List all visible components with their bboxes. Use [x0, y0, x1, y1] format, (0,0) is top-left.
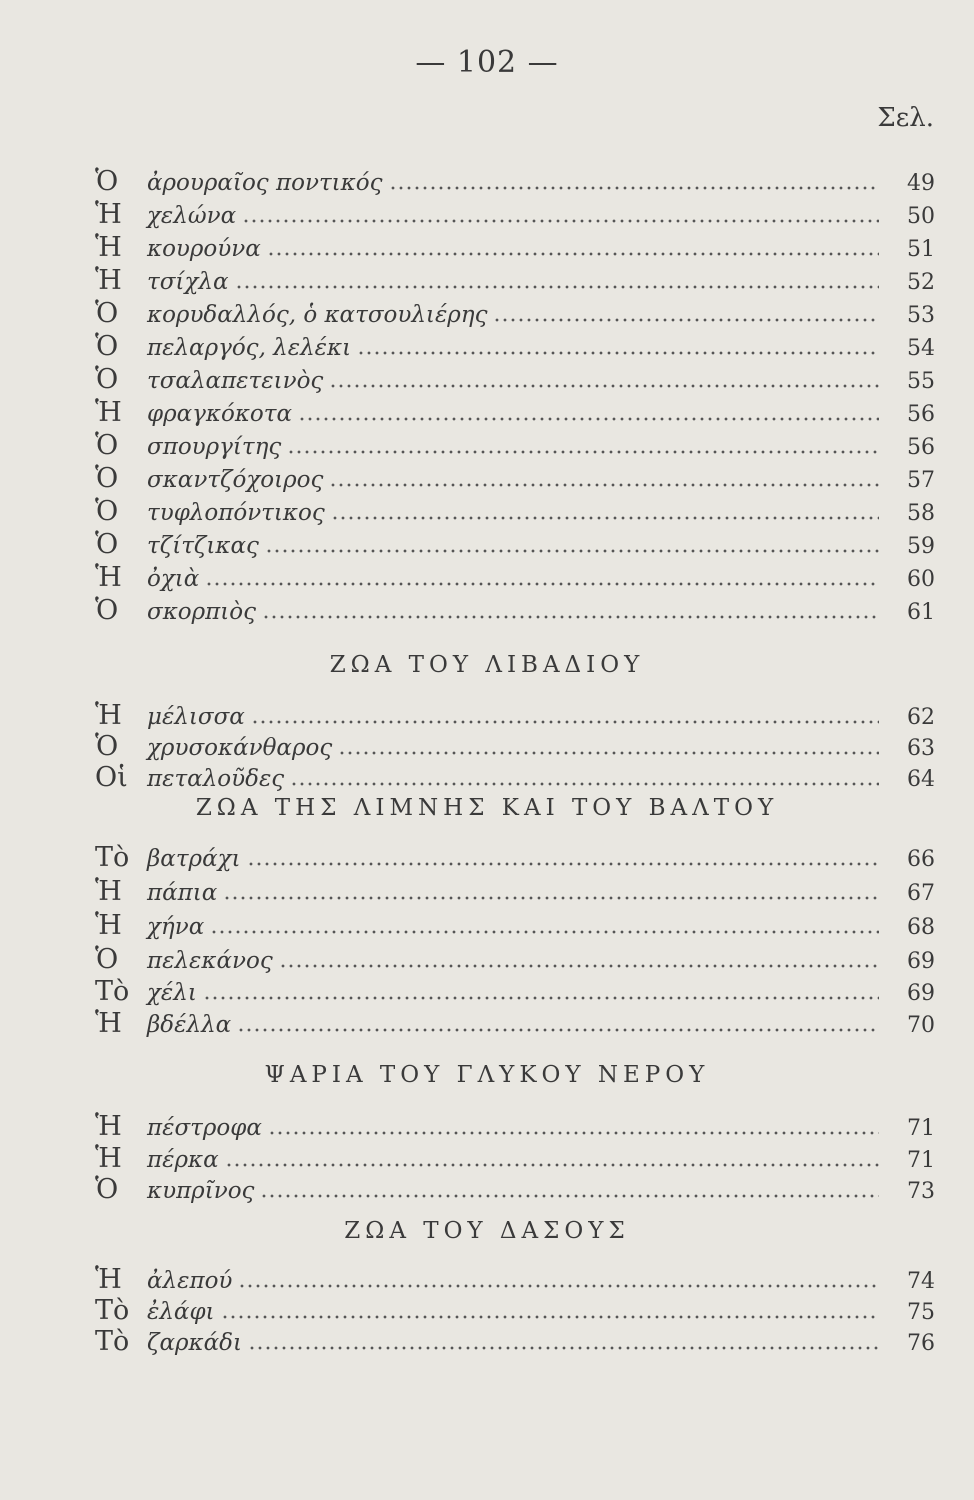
page-number: — 102 —: [415, 45, 559, 80]
entry-page: 55: [907, 369, 935, 394]
entry-page: 64: [907, 767, 935, 792]
article: Ἡ: [95, 397, 122, 428]
entry-name: σκαντζόχοιρος: [147, 467, 324, 493]
entry-page: 59: [907, 534, 935, 559]
leader-dots: [290, 781, 879, 787]
toc-entry: [95, 1008, 935, 1040]
leader-dots: [338, 750, 879, 756]
entry-page: 75: [907, 1300, 935, 1325]
entry-page: 76: [907, 1331, 935, 1356]
article: Τὸ: [95, 1326, 130, 1357]
toc-entry: [95, 364, 935, 396]
entry-page: 49: [907, 171, 935, 196]
entry-page: 56: [907, 435, 935, 460]
leader-dots: [493, 317, 879, 323]
entry-name: κουρούνα: [147, 236, 261, 262]
leader-dots: [247, 861, 879, 867]
toc-entry: [95, 562, 935, 594]
entry-name: πελαργός, λελέκι: [147, 335, 352, 361]
section-heading-forest: ΖΩΑ ΤΟΥ ΔΑΣΟΥΣ: [344, 1218, 630, 1244]
article: Ὁ: [95, 298, 119, 329]
article: Ὁ: [95, 364, 119, 395]
entry-name: τσίχλα: [147, 269, 229, 295]
leader-dots: [265, 548, 879, 554]
toc-entry: [95, 463, 935, 495]
entry-name: ἐλάφι: [147, 1299, 215, 1325]
article: Ὁ: [95, 944, 119, 975]
entry-name: τζίτζικας: [147, 533, 259, 559]
article: Ὁ: [95, 430, 119, 461]
entry-name: χελώνα: [147, 203, 237, 229]
toc-entry: [95, 1326, 935, 1358]
leader-dots: [279, 963, 879, 969]
leader-dots: [225, 1162, 879, 1168]
leader-dots: [251, 719, 879, 725]
article: Ἡ: [95, 1143, 122, 1174]
toc-entry: [95, 976, 935, 1008]
toc-entry: [95, 944, 935, 976]
leader-dots: [237, 1027, 879, 1033]
article: Τὸ: [95, 842, 130, 873]
article: Ἡ: [95, 265, 122, 296]
article: Ὁ: [95, 496, 119, 527]
toc-entry: [95, 199, 935, 231]
entry-name: πεταλοῦδες: [147, 766, 285, 792]
article: Τὸ: [95, 1295, 130, 1326]
toc-entry: [95, 1174, 935, 1206]
entry-page: 54: [907, 336, 935, 361]
article: Οἱ: [95, 762, 128, 793]
leader-dots: [357, 350, 879, 356]
toc-entry: [95, 166, 935, 198]
article: Ἡ: [95, 700, 122, 731]
entry-name: πέστροφα: [147, 1115, 262, 1141]
entry-name: φραγκόκοτα: [147, 401, 293, 427]
leader-dots: [235, 284, 880, 290]
toc-entry: [95, 876, 935, 908]
toc-entry: [95, 430, 935, 462]
entry-name: σπουργίτης: [147, 434, 282, 460]
entry-name: βδέλλα: [147, 1012, 232, 1038]
leader-dots: [268, 1130, 879, 1136]
entry-page: 63: [907, 736, 935, 761]
entry-page: 70: [907, 1013, 935, 1038]
leader-dots: [242, 218, 879, 224]
entry-page: 71: [907, 1148, 935, 1173]
entry-page: 57: [907, 468, 935, 493]
article: Ὁ: [95, 166, 119, 197]
leader-dots: [238, 1283, 879, 1289]
leader-dots: [389, 185, 880, 191]
entry-page: 69: [907, 949, 935, 974]
article: Ἡ: [95, 1008, 122, 1039]
entry-name: πέρκα: [147, 1147, 219, 1173]
entry-page: 66: [907, 847, 935, 872]
entry-page: 67: [907, 881, 935, 906]
entry-page: 71: [907, 1116, 935, 1141]
toc-entry: [95, 1295, 935, 1327]
article: Τὸ: [95, 976, 130, 1007]
entry-name: πελεκάνος: [147, 948, 273, 974]
entry-name: κορυδαλλός, ὁ κατσουλιέρης: [147, 302, 488, 328]
leader-dots: [223, 895, 879, 901]
toc-entry: [95, 232, 935, 264]
toc-entry: [95, 265, 935, 297]
entry-name: ὀχιὰ: [147, 566, 200, 592]
leader-dots: [248, 1345, 879, 1351]
entry-page: 68: [907, 915, 935, 940]
entry-name: μέλισσα: [147, 704, 245, 730]
section-heading-lake-swamp: ΖΩΑ ΤΗΣ ΛΙΜΝΗΣ ΚΑΙ ΤΟΥ ΒΑΛΤΟΥ: [195, 795, 779, 821]
article: Ἡ: [95, 232, 122, 263]
entry-name: τυφλοπόντικος: [147, 500, 325, 526]
toc-entry: [95, 397, 935, 429]
leader-dots: [262, 614, 879, 620]
article: Ὁ: [95, 595, 119, 626]
entry-name: τσαλαπετεινὸς: [147, 368, 324, 394]
entry-page: 69: [907, 981, 935, 1006]
entry-page: 56: [907, 402, 935, 427]
toc-entry: [95, 331, 935, 363]
leader-dots: [221, 1314, 879, 1320]
article: Ἡ: [95, 562, 122, 593]
toc-entry: [95, 595, 935, 627]
article: Ὁ: [95, 731, 119, 762]
article: Ὁ: [95, 529, 119, 560]
toc-entry: [95, 298, 935, 330]
toc-entry: [95, 731, 935, 763]
article: Ὁ: [95, 1174, 119, 1205]
entry-name: ἀλεπού: [147, 1268, 233, 1294]
toc-entry: [95, 762, 935, 794]
leader-dots: [329, 482, 879, 488]
entry-page: 73: [907, 1179, 935, 1204]
toc-entry: [95, 842, 935, 874]
article: Ἡ: [95, 199, 122, 230]
toc-entry: [95, 1264, 935, 1296]
entry-page: 74: [907, 1269, 935, 1294]
entry-page: 60: [907, 567, 935, 592]
leader-dots: [210, 929, 879, 935]
toc-entry: [95, 1111, 935, 1143]
entry-page: 58: [907, 501, 935, 526]
article: Ἡ: [95, 1264, 122, 1295]
entry-page: 62: [907, 705, 935, 730]
leader-dots: [287, 449, 879, 455]
entry-page: 50: [907, 204, 935, 229]
section-heading-meadow: ΖΩΑ ΤΟΥ ΛΙΒΑΔΙΟΥ: [329, 652, 645, 678]
article: Ἡ: [95, 876, 122, 907]
entry-name: πάπια: [147, 880, 218, 906]
entry-name: χέλι: [147, 980, 197, 1006]
leader-dots: [331, 515, 879, 521]
section-heading-freshwater-fish: ΨΑΡΙΑ ΤΟΥ ΓΛΥΚΟΥ ΝΕΡΟΥ: [264, 1062, 710, 1088]
article: Ἡ: [95, 910, 122, 941]
entry-page: 61: [907, 600, 935, 625]
leader-dots: [267, 251, 879, 257]
entry-name: χήνα: [147, 914, 205, 940]
entry-name: ἀρουραῖος ποντικός: [147, 170, 383, 196]
article: Ἡ: [95, 1111, 122, 1142]
toc-entry: [95, 496, 935, 528]
entry-name: σκορπιὸς: [147, 599, 257, 625]
entry-page: 51: [907, 237, 935, 262]
entry-page: 53: [907, 303, 935, 328]
entry-name: κυπρῖνος: [147, 1178, 255, 1204]
entry-name: βατράχι: [147, 846, 241, 872]
leader-dots: [260, 1193, 879, 1199]
entry-name: χρυσοκάνθαρος: [147, 735, 333, 761]
toc-entry: [95, 529, 935, 561]
entry-name: ζαρκάδι: [147, 1330, 242, 1356]
leader-dots: [298, 416, 879, 422]
article: Ὁ: [95, 463, 119, 494]
column-header-page: Σελ.: [877, 103, 934, 133]
entry-page: 52: [907, 270, 935, 295]
article: Ὁ: [95, 331, 119, 362]
leader-dots: [205, 581, 879, 587]
toc-entry: [95, 1143, 935, 1175]
toc-entry: [95, 910, 935, 942]
leader-dots: [329, 383, 879, 389]
toc-entry: [95, 700, 935, 732]
leader-dots: [203, 995, 879, 1001]
